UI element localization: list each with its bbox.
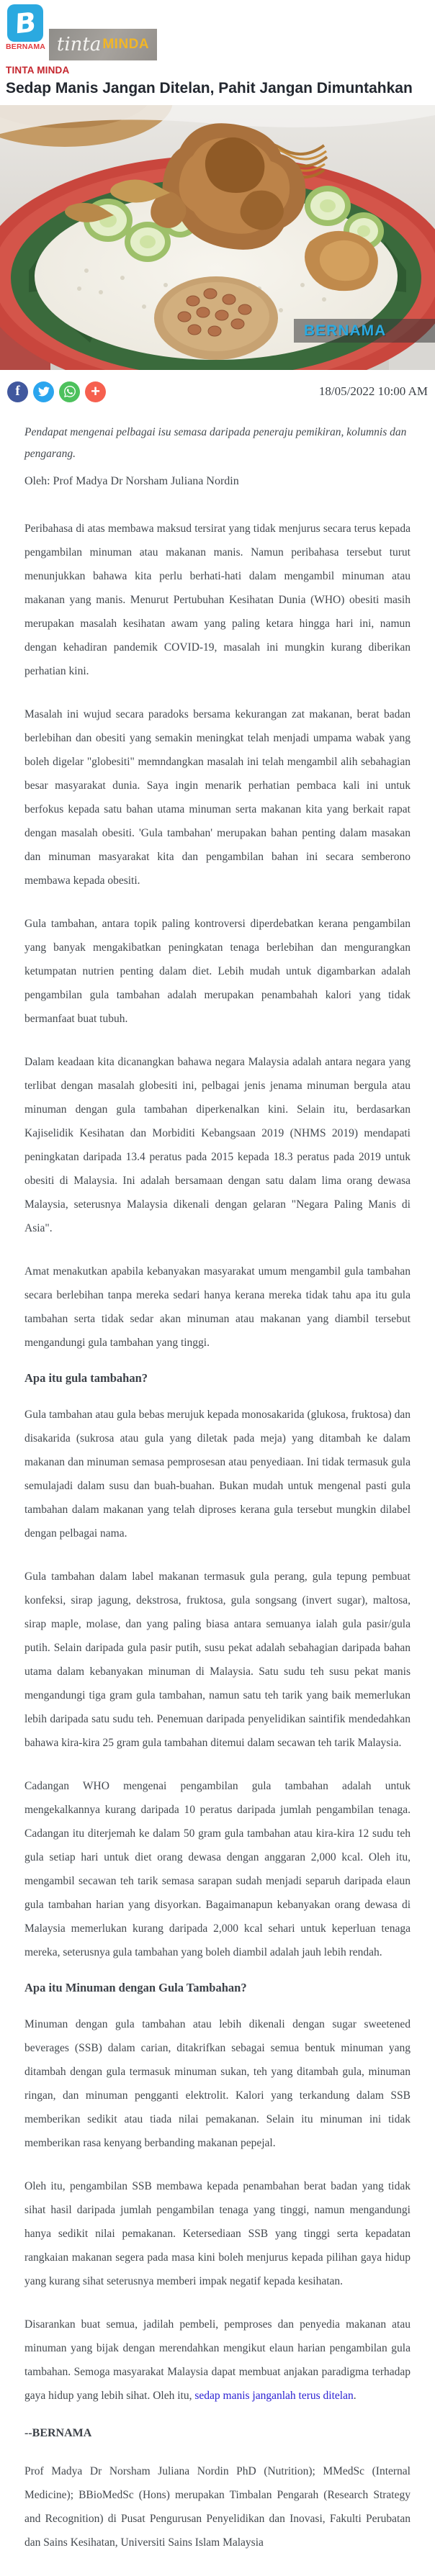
author-credits: Prof Madya Dr Norsham Juliana Nordin PhD (Nutrition); MMedSc (Internal Medicine); BBioMedSc (Hons) merupakan Timbalan Pengarah (Research Strategy and Recognition) di Pusat Pengurusan Penyelidikan dan Inovasi, Fakulti Perubatan dan Sains Kesihatan, Universiti Sains Islam Malaysia xyxy=(24,2465,411,2549)
section-heading-minuman-gula: Apa itu Minuman dengan Gula Tambahan? xyxy=(24,1981,247,1995)
tinta-logo-bold: MINDA xyxy=(102,37,150,52)
publish-date: 18/05/2022 10:00 AM xyxy=(318,384,428,399)
image-watermark-text: BERNAMA xyxy=(304,322,387,339)
whatsapp-icon xyxy=(64,386,76,397)
article-body xyxy=(0,422,435,2554)
article-paragraph: Masalah ini wujud secara paradoks bersama kekurangan zat makanan, berat badan berlebihan dan obesiti yang semakin meningkat telah menjadi umpama wabak yang boleh digelar "globesiti" memndangkan masalah ini telah mengambil alih sebahagian besar masyarakat dunia. Saya ingin menarik perhatian pembaca kali ini untuk berfokus kepada satu bahan utama minuman serta makanan kita yang berkait rapat dengan masalah obesiti. 'Gula tambahan' merupakan bahan penting dalam masakan dan minuman masyarakat kita dan pengambilan bahan ini secara semberono membawa kepada obesiti. xyxy=(24,708,411,887)
article-paragraph: Cadangan WHO mengenai pengambilan gula tambahan adalah untuk mengekalkannya kurang daripada 10 peratus daripada jumlah pengambilan tenaga. Cadangan itu diterjemah ke dalam 50 gram gula tambahan atau kira-kira 12 sudu teh gula setiap hari untuk diet orang dewasa dengan anggaran 2,000 kcal. Oleh itu, mengambil secawan teh tarik semasa sarapan sudah menjadi separuh daripada elaun gula tambahan harian yang disyorkan. Bagaimanapun kebanyakan orang dewasa di Malaysia memerlukan kurang daripada 2,000 kcal sehari untuk keperluan tenaga mereka, seterusnya gula tambahan yang boleh diambil adalah jauh lebih rendah. xyxy=(24,1780,411,1959)
article-paragraph: Gula tambahan atau gula bebas merujuk kepada monosakarida (glukosa, fruktosa) dan disakarida (sukrosa atau gula yang diletak pada meja) yang ditambah ke dalam makanan dan minuman semasa pemprosesan atau penyediaan. Ini tidak termasuk gula semulajadi dalam susu dan buah-buahan. Bukan mudah untuk mengenal pasti gula tambahan dalam makanan yang telah diproses kerana gula tersebut mungkin dilabel dengan pelbagai nama. xyxy=(24,1409,411,1540)
share-whatsapp-button[interactable] xyxy=(59,381,80,402)
share-more-button[interactable] xyxy=(85,381,106,402)
bernama-signoff: --BERNAMA xyxy=(24,2427,92,2440)
closing-paragraph xyxy=(24,2313,411,2408)
article-image xyxy=(0,105,435,370)
article-paragraph: Minuman dengan gula tambahan atau lebih dikenali dengan sugar sweetened beverages (SSB) dalam carian, ditakrifkan sebagai semua bentuk minuman yang ditambah dengan gula termasuk minuman sukan, teh yang ditambah gula, minuman ringan, dan minuman pengganti elektrolit. Kalori yang terkandung dalam SSB memberikan sedikit atau tiada nilai pemakanan. Selain itu minuman ini tidak memberikan rasa kenyang berbanding makanan pepejal. xyxy=(24,2018,411,2150)
article-paragraph: Gula tambahan dalam label makanan termasuk gula perang, gula tepung pembuat konfeksi, sirap jagung, dekstrosa, fruktosa, gula songsang (invert sugar), maltosa, sirap maple, molase, dan yang paling biasa antara semuanya ialah gula pasir/gula putih. Selain daripada gula pasir putih, susu pekat adalah sebahagian daripada bahan utama dalam kebanyakan minuman di Malaysia. Satu sudu teh susu pekat manis mengandungi tiga gram gula tambahan, namun satu teh tarik yang baik memerlukan lebih daripada satu sudu teh. Penemuan daripada penyelidikan saintifik mendedahkan bahawa kira-kira 25 gram gula tambahan ditemui dalam secawan teh tarik Malaysia. xyxy=(24,1571,411,1750)
share-buttons xyxy=(7,381,106,402)
tinta-logo-script: tinta xyxy=(56,34,102,55)
article-paragraph: Oleh itu, pengambilan SSB membawa kepada penambahan berat badan yang tidak sihat hasil daripada jumlah pengambilan tenaga yang tinggi, namun mengandungi hanya sedikit nilai pemakanan. Ketersediaan SSB yang tinggi serta kepadatan rangkaian makanan segera pada masa kini boleh menjurus kepada pilihan gaya hidup yang kurang sihat seterusnya memberi impak negatif kepada kesihatan. xyxy=(24,2180,411,2288)
bernama-b-icon: B xyxy=(7,4,43,42)
share-facebook-button[interactable] xyxy=(7,381,28,402)
column-intro: Pendapat mengenai pelbagai isu semasa daripada peneraju pemikiran, kolumnis dan pengarang. xyxy=(24,426,407,461)
tinta-minda-logo[interactable] xyxy=(49,29,157,60)
bernama-logo[interactable] xyxy=(6,4,45,51)
plus-icon: + xyxy=(91,382,100,401)
article-title: Sedap Manis Jangan Ditelan, Pahit Jangan Dimuntahkan xyxy=(6,80,413,96)
byline: Oleh: Prof Madya Dr Norsham Juliana Nordin xyxy=(24,475,239,488)
bernama-logo-text: BERNAMA xyxy=(6,42,46,51)
article-paragraph: Peribahasa di atas membawa maksud tersirat yang tidak menjurus secara terus kepada pengambilan minuman atau makanan manis. Namun peribahasa tersebut turut menunjukkan bahawa kita perlu berhati-hati dalam mengambil minuman atau makanan yang manis. Menurut Pertubuhan Kesihatan Dunia (WHO) obesiti masih merupakan masalah kesihatan awam yang paling ketara hingga hari ini, namun dengan kehadiran pandemik COVID-19, masalah ini mungkin kurang diberikan perhatian kini. xyxy=(24,523,411,678)
masthead xyxy=(6,4,429,58)
category-label[interactable]: TINTA MINDA xyxy=(6,65,70,76)
closing-text: Disarankan buat semua, jadilah pembeli, pemproses dan penyedia makanan atau minuman yang bijak dengan merendahkan mengikut elaun harian pengambilan gula tambahan. Semoga masyarakat Malaysia dapat membuat anjakan paradigma terhadap gaya hidup yang lebih sihat. Oleh itu, xyxy=(24,2318,411,2403)
twitter-icon xyxy=(38,386,50,397)
closing-period: . xyxy=(353,2390,356,2403)
facebook-icon: f xyxy=(15,384,20,399)
meta-row xyxy=(7,380,428,403)
share-twitter-button[interactable] xyxy=(33,381,54,402)
article-paragraph: Gula tambahan, antara topik paling kontroversi diperdebatkan kerana pengambilan yang banyak mengakibatkan peningkatan tenaga berlebihan dan mengurangkan ketumpatan nutrien penting dalam diet. Lebih mudah untuk digambarkan adalah pengambilan gula tambahan adalah merupakan penambahah kalori yang tidak bermanfaat buat tubuh. xyxy=(24,918,411,1026)
image-watermark xyxy=(294,319,435,343)
article-paragraph: Dalam keadaan kita dicanangkan bahawa negara Malaysia adalah antara negara yang terlibat dengan masalah globesiti ini, pelbagai jenis jenama minuman bergula atau minuman dengan gula tambahan diperkenalkan kini. Selain itu, berdasarkan Kajiselidik Kesihatan dan Morbiditi Kebangsaan 2019 (NHMS 2019) mendapati peningkatan daripada 13.4 peratus pada 2015 kepada 18.3 peratus pada 2019 untuk obesiti di Malaysia. Ini adalah bersamaan dengan satu dalam lima orang dewasa Malaysia, seterusnya Malaysia dikenali dengan gelaran "Negara Paling Manis di Asia". xyxy=(24,1056,411,1235)
article-paragraph: Amat menakutkan apabila kebanyakan masyarakat umum mengambil gula tambahan secara berlebihan tanpa mereka sedari hanya kerana mereka tidak tahu apa itu gula tambahan serta tidak sedar akan minuman atau makanan yang diambil tersebut mengandungi gula tambahan yang tinggi. xyxy=(24,1265,411,1350)
closing-link[interactable]: sedap manis janganlah terus ditelan xyxy=(194,2390,354,2403)
section-heading-gula-tambahan: Apa itu gula tambahan? xyxy=(24,1371,148,1386)
